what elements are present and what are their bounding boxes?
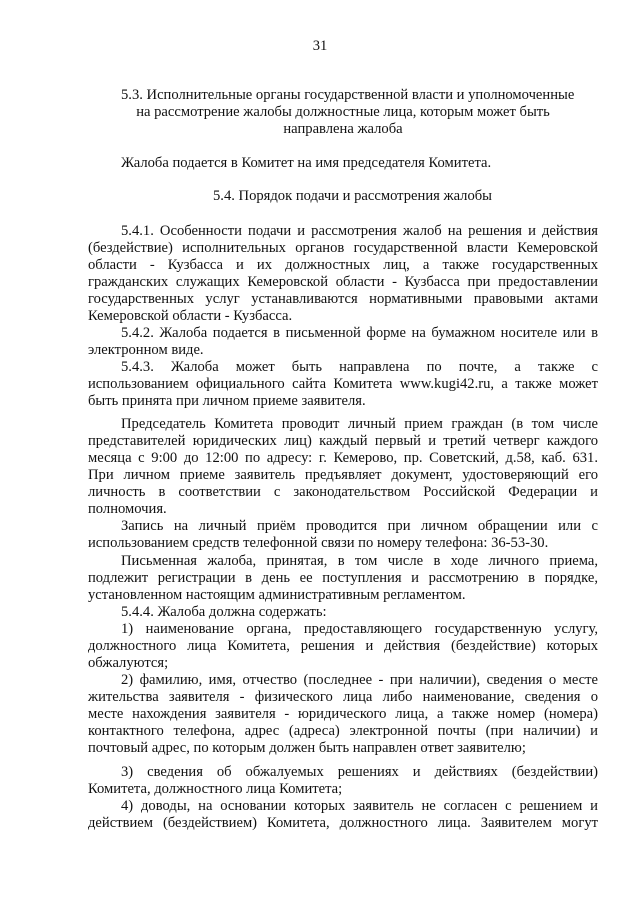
paragraph-line: Письменная жалоба, принятая, в том числе в ходе личного приема, <box>121 553 598 569</box>
paragraph-line: 1) наименование органа, предоставляющего государственную услугу, <box>121 621 598 637</box>
paragraph-line: представителей юридических лиц) каждый первый и третий четверг каждого <box>88 433 598 449</box>
page-number: 31 <box>312 38 328 54</box>
paragraph-line: полномочия. <box>88 501 167 517</box>
paragraph-line: Комитета, должностного лица Комитета; <box>88 781 343 797</box>
paragraph-line: Запись на личный приём проводится при личном обращении или с <box>121 518 598 534</box>
paragraph-line: При личном приеме заявитель предъявляет документ, удостоверяющий его <box>88 467 598 483</box>
paragraph-line: должностного лица Комитета, решения и действия (бездействие) которых <box>88 638 598 654</box>
paragraph-line: гражданских служащих Кемеровской области - Кузбасса при предоставлении <box>88 274 598 290</box>
paragraph-line: Председатель Комитета проводит личный прием граждан (в том числе <box>121 416 598 432</box>
paragraph-line: действием (бездействием) Комитета, должностного лица. Заявителем могут <box>88 815 598 831</box>
paragraph-line: обжалуются; <box>88 655 169 671</box>
paragraph-line: использованием средств телефонной связи по номеру телефона: 36-53-30. <box>88 535 549 551</box>
paragraph-line: 2) фамилию, имя, отчество (последнее - при наличии), сведения о месте <box>121 672 598 688</box>
paragraph-line: 3) сведения об обжалуемых решениях и действиях (бездействии) <box>121 764 598 780</box>
paragraph-line: личность в соответствии с законодательством Российской Федерации и <box>88 484 598 500</box>
paragraph-line: 5.4.4. Жалоба должна содержать: <box>121 604 327 620</box>
paragraph-line: месяца с 9:00 до 12:00 по адресу: г. Кемерово, пр. Советский, д.58, каб. 631. <box>88 450 598 466</box>
section-heading-5-4: 5.4. Порядок подачи и рассмотрения жалобы <box>213 188 492 204</box>
paragraph-line: контактного телефона, адрес (адреса) электронной почты (при наличии) и <box>88 723 598 739</box>
paragraph-line: месте нахождения заявителя - юридического лица, а также номер (номера) <box>88 706 598 722</box>
complaint-submission-line: Жалоба подается в Комитет на имя председателя Комитета. <box>121 155 492 171</box>
paragraph-line: подлежит регистрации в день ее поступления и рассмотрению в порядке, <box>88 570 598 586</box>
section-heading-5-3-line-2: на рассмотрение жалобы должностные лица, которым может быть <box>136 104 550 120</box>
paragraph-line: 5.4.1. Особенности подачи и рассмотрения жалоб на решения и действия <box>121 223 598 239</box>
paragraph-line: (бездействие) исполнительных органов государственной власти Кемеровской <box>88 240 598 256</box>
paragraph-line: 5.4.2. Жалоба подается в письменной форме на бумажном носителе или в <box>121 325 598 341</box>
paragraph-line: жительства заявителя - физического лица либо наименование, сведения о <box>88 689 598 705</box>
paragraph-line: почтовый адрес, по которым должен быть направлен ответ заявителю; <box>88 740 526 756</box>
section-heading-5-3-line-3: направлена жалоба <box>283 121 403 137</box>
paragraph-line: установленном настоящим административным регламентом. <box>88 587 466 603</box>
paragraph-line: 4) доводы, на основании которых заявитель не согласен с решением и <box>121 798 598 814</box>
section-heading-5-3-line-1: 5.3. Исполнительные органы государственной власти и уполномоченные <box>121 87 575 103</box>
paragraph-line: государственных услуг устанавливаются нормативными правовыми актами <box>88 291 598 307</box>
paragraph-line: 5.4.3. Жалоба может быть направлена по почте, а также с <box>121 359 598 375</box>
paragraph-line: электронном виде. <box>88 342 204 358</box>
paragraph-line: Кемеровской области - Кузбасса. <box>88 308 293 324</box>
paragraph-line: использованием официального сайта Комитета www.kugi42.ru, а также может <box>88 376 598 392</box>
paragraph-line: быть принята при личном приеме заявителя. <box>88 393 366 409</box>
paragraph-line: области - Кузбасса и их должностных лиц, а также государственных <box>88 257 598 273</box>
